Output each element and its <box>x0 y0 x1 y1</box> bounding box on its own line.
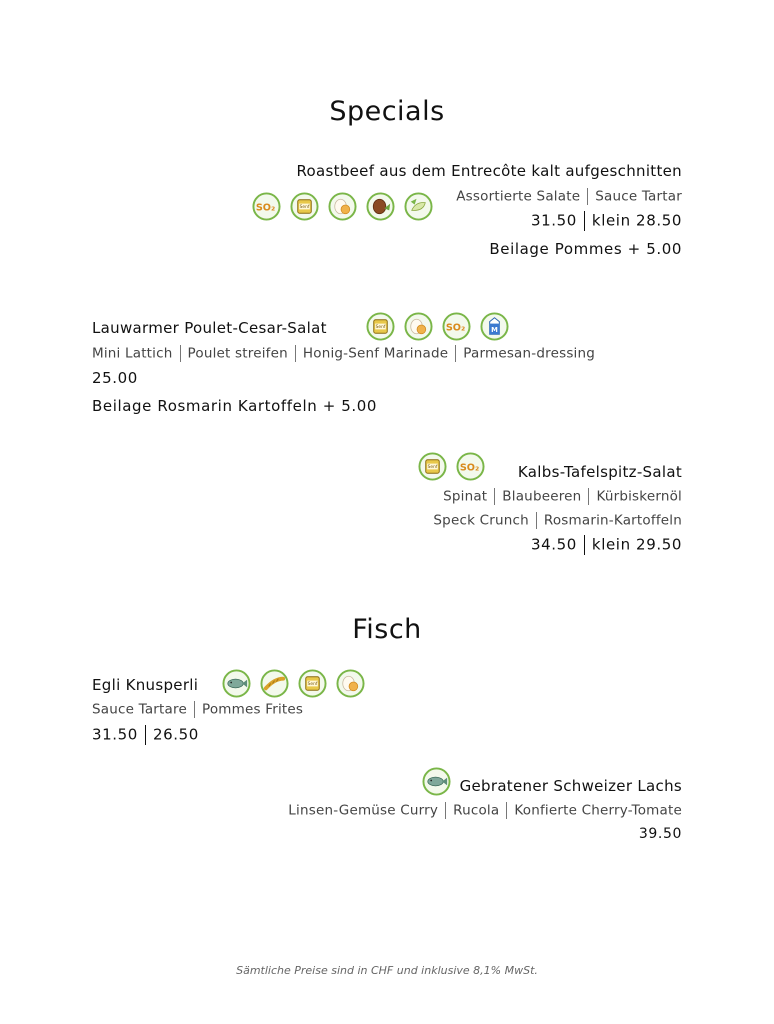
sulfite-icon <box>252 192 281 221</box>
price-small: 26.50 <box>152 725 199 744</box>
price-small: klein 29.50 <box>591 535 682 554</box>
desc-part: Pommes Frites <box>201 701 304 718</box>
celery-icon <box>404 192 433 221</box>
egg-icon <box>328 192 357 221</box>
roastbeef-allergens <box>252 192 433 221</box>
section-title-fisch: Fisch <box>352 614 422 645</box>
price-regular: 34.50 <box>530 535 577 554</box>
mustard-icon <box>418 452 447 481</box>
tafelspitz-allergens <box>418 452 485 481</box>
roastbeef-price <box>531 211 682 231</box>
desc-part: Mini Lattich <box>92 345 173 362</box>
separator <box>587 188 588 205</box>
separator <box>145 725 146 745</box>
roastbeef-title: Roastbeef aus dem Entrecôte kalt aufgeschnitten <box>296 162 682 180</box>
price-regular: 31.50 <box>530 211 577 230</box>
mustard-icon <box>366 312 395 341</box>
desc-part: Sauce Tartar <box>595 188 682 205</box>
separator <box>536 512 537 529</box>
tafelspitz-title: Kalbs-Tafelspitz-Salat <box>517 463 682 481</box>
separator <box>455 345 456 362</box>
milk-icon <box>480 312 509 341</box>
separator <box>295 345 296 362</box>
lachs-description <box>288 802 682 819</box>
desc-part: Honig-Senf Marinade <box>302 345 449 362</box>
egli-allergens <box>222 669 365 698</box>
separator <box>445 802 446 819</box>
cesar-allergens <box>366 312 509 341</box>
separator <box>180 345 181 362</box>
tafelspitz-description-1 <box>443 488 682 505</box>
mustard-icon <box>298 669 327 698</box>
cesar-side-dish: Beilage Rosmarin Kartoffeln + 5.00 <box>92 397 378 415</box>
cesar-price: 25.00 <box>92 369 138 387</box>
egli-price <box>92 725 199 745</box>
separator <box>584 535 585 555</box>
fish-icon <box>222 669 251 698</box>
desc-part: Konfierte Cherry-Tomate <box>514 802 682 819</box>
lachs-price: 39.50 <box>638 826 682 842</box>
desc-part: Spinat <box>443 488 488 505</box>
egg-icon <box>336 669 365 698</box>
separator <box>588 488 589 505</box>
separator <box>584 211 585 231</box>
desc-part: Blaubeeren <box>502 488 582 505</box>
desc-part: Kürbiskernöl <box>596 488 682 505</box>
desc-part: Speck Crunch <box>433 512 529 529</box>
desc-part: Rosmarin-Kartoffeln <box>543 512 682 529</box>
separator <box>494 488 495 505</box>
lachs-title: Gebratener Schweizer Lachs <box>459 777 682 795</box>
mustard-icon <box>290 192 319 221</box>
gluten-icon <box>260 669 289 698</box>
tafelspitz-description-2 <box>433 512 682 529</box>
desc-part: Rucola <box>453 802 500 819</box>
cesar-title: Lauwarmer Poulet-Cesar-Salat <box>92 319 327 337</box>
fish-icon <box>422 767 451 796</box>
desc-part: Assortierte Salate <box>456 188 581 205</box>
sulfite-icon <box>442 312 471 341</box>
egli-description <box>92 701 303 718</box>
cesar-description <box>92 345 595 362</box>
desc-part: Parmesan-dressing <box>463 345 596 362</box>
desc-part: Sauce Tartare <box>92 701 187 718</box>
lachs-allergens <box>422 767 451 796</box>
roastbeef-description <box>456 188 682 205</box>
tafelspitz-price <box>531 535 682 555</box>
roastbeef-side-dish: Beilage Pommes + 5.00 <box>489 240 682 258</box>
nuts-icon <box>366 192 395 221</box>
price-regular: 31.50 <box>92 725 138 744</box>
separator <box>506 802 507 819</box>
price-small: klein 28.50 <box>591 211 682 230</box>
sulfite-icon <box>456 452 485 481</box>
desc-part: Poulet streifen <box>187 345 288 362</box>
egli-title: Egli Knusperli <box>92 676 199 694</box>
egg-icon <box>404 312 433 341</box>
section-title-specials: Specials <box>329 96 445 127</box>
desc-part: Linsen-Gemüse Curry <box>288 802 439 819</box>
footer-note: Sämtliche Preise sind in CHF und inklusive 8,1% MwSt. <box>236 964 538 977</box>
separator <box>194 701 195 718</box>
